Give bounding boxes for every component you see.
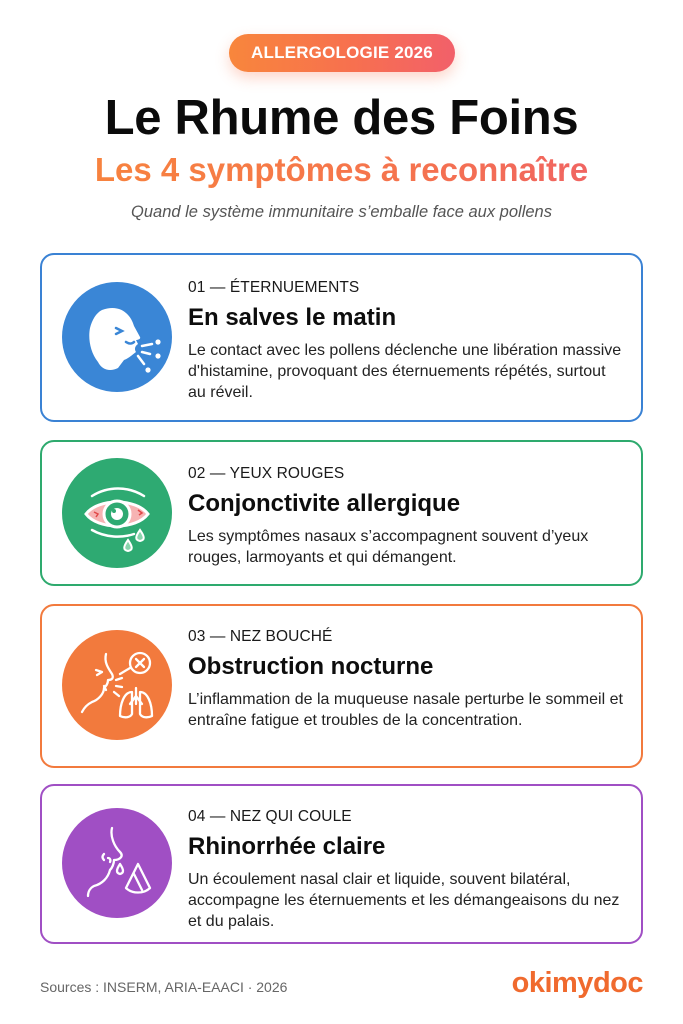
card-heading: Obstruction nocturne: [188, 653, 434, 680]
brand-logo: okimydoc: [511, 967, 643, 999]
sources-note: Sources : INSERM, ARIA-EAACI · 2026: [40, 979, 288, 995]
symptom-card-red-eyes: [40, 440, 643, 586]
symptom-card-sneezing: [40, 253, 643, 422]
blocked-nose-lungs-icon: [62, 630, 172, 740]
card-description: Un écoulement nasal clair et liquide, souvent bilatéral, accompagne les éternuements et les démangeaisons du nez et du palais.: [188, 871, 620, 930]
card-description: Les symptômes nasaux s’accompagnent souvent d’yeux rouges, larmoyants et qui démangent.: [188, 528, 589, 566]
card-label: 03 — NEZ BOUCHÉ: [188, 628, 333, 645]
page-tagline: Quand le système immunitaire s’emballe face aux pollens: [131, 203, 552, 221]
card-label: 01 — ÉTERNUEMENTS: [188, 279, 360, 296]
card-label: 02 — YEUX ROUGES: [188, 465, 345, 482]
card-heading: Rhinorrhée claire: [188, 833, 386, 860]
page-subtitle: Les 4 symptômes à reconnaître: [0, 150, 683, 190]
category-badge: ALLERGOLOGIE 2026: [229, 34, 455, 72]
symptom-card-blocked-nose: [40, 604, 643, 768]
card-heading: En salves le matin: [188, 304, 397, 331]
card-label: 04 — NEZ QUI COULE: [188, 808, 352, 825]
page-title: Le Rhume des Foins: [104, 91, 579, 145]
card-heading: Conjonctivite allergique: [188, 490, 461, 517]
card-description: L’inflammation de la muqueuse nasale perturbe le sommeil et entraîne fatigue et troubles de la concentration.: [188, 691, 623, 729]
sneezing-face-icon: [62, 282, 172, 392]
card-description: Le contact avec les pollens déclenche une libération massive d'histamine, provoquant des éternuements répétés, surtout au réveil.: [188, 342, 622, 401]
red-eye-tears-icon: [62, 458, 172, 568]
symptom-card-runny-nose: [40, 784, 643, 944]
runny-nose-tissue-icon: [62, 808, 172, 918]
